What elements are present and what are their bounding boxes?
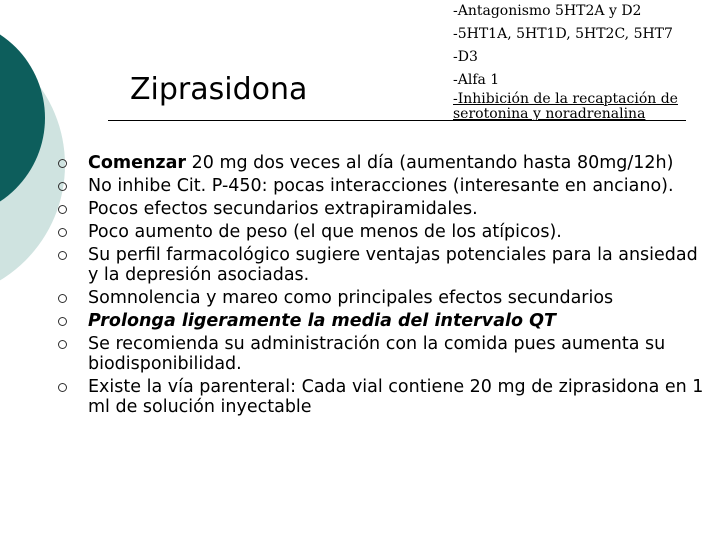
bullet-text: Su perfil farmacológico sugiere ventajas potenciales para la ansiedad y la depresión asociadas. [88, 245, 698, 285]
bullet-bold-italic: Prolonga ligeramente la media del intervalo QT [88, 311, 556, 331]
bullet-icon [58, 159, 67, 168]
bullet-text: Poco aumento de peso (el que menos de los atípicos). [88, 222, 562, 242]
note-line: -Alfa 1 [453, 72, 500, 88]
list-item [58, 288, 708, 308]
bullet-list [58, 153, 708, 420]
receptor-notes [453, 0, 713, 122]
bullet-icon [58, 317, 67, 326]
bullet-icon [58, 294, 67, 303]
title-divider [108, 120, 686, 121]
list-item [58, 199, 708, 219]
bullet-text: Somnolencia y mareo como principales efectos secundarios [88, 288, 614, 308]
slide-title: Ziprasidona [130, 72, 308, 107]
list-item [58, 245, 708, 285]
note-line: -D3 [453, 49, 478, 65]
note-line: -Inhibición de la recaptación de serotonina y noradrenalina [453, 91, 678, 122]
note-line: -5HT1A, 5HT1D, 5HT2C, 5HT7 [453, 26, 673, 42]
list-item [58, 153, 708, 173]
bullet-icon [58, 383, 67, 392]
bullet-text: Existe la vía parenteral: Cada vial contiene 20 mg de ziprasidona en 1 ml de solución inyectable [88, 377, 704, 417]
bullet-text: Se recomienda su administración con la comida pues aumenta su biodisponibilidad. [88, 334, 666, 374]
bullet-text: Pocos efectos secundarios extrapiramidales. [88, 199, 478, 219]
list-item [58, 222, 708, 242]
bullet-bold: Comenzar [88, 153, 187, 173]
bullet-text: No inhibe Cit. P-450: pocas interacciones (interesante en anciano). [88, 176, 674, 196]
list-item [58, 176, 708, 196]
bullet-text: 20 mg dos veces al día (aumentando hasta 80mg/12h) [186, 153, 674, 173]
list-item [58, 377, 708, 417]
bullet-icon [58, 251, 67, 260]
note-line: -Antagonismo 5HT2A y D2 [453, 3, 642, 19]
bullet-icon [58, 205, 67, 214]
list-item [58, 334, 708, 374]
list-item [58, 311, 708, 331]
bullet-icon [58, 182, 67, 191]
bullet-icon [58, 340, 67, 349]
bullet-icon [58, 228, 67, 237]
